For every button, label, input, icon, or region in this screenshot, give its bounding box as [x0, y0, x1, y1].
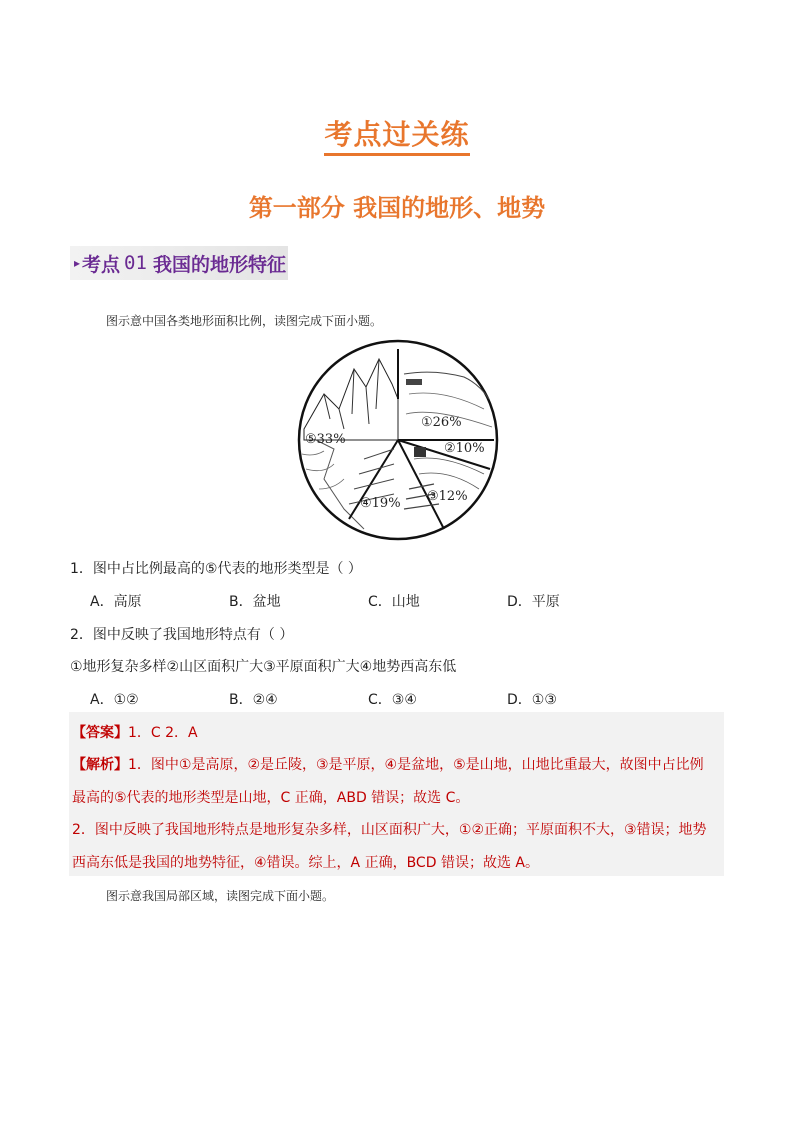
question-2-statements: ①地形复杂多样②山区面积广大③平原面积广大④地势西高东低 — [70, 659, 457, 675]
option-c: C．山地 — [368, 594, 420, 610]
analysis-line-1: 【解析】1．图中①是高原，②是丘陵，③是平原，④是盆地，⑤是山地，山地比重最大，故图中占比例 — [72, 757, 704, 773]
question-2-options — [90, 689, 646, 709]
analysis-line-3: 2．图中反映了我国地形特点是地形复杂多样，山区面积广大，①②正确；平原面积不大，③错误；地势 — [72, 822, 707, 838]
option-a: A．高原 — [90, 594, 142, 610]
option-c: C．③④ — [368, 692, 417, 708]
analysis-line-4: 西高东低是我国的地势特征，④错误。综上，A 正确，BCD 错误；故选 A。 — [72, 855, 539, 871]
option-d: D．平原 — [507, 594, 560, 610]
terrain-pie-figure — [294, 339, 502, 542]
question-2-stem: 2．图中反映了我国地形特点有（ ） — [70, 627, 294, 643]
analysis-tag: 【解析】 — [72, 757, 128, 773]
section-marker: ▸ — [74, 256, 81, 270]
question-1-options — [90, 591, 646, 611]
section-heading — [70, 246, 288, 280]
option-b: B．盆地 — [229, 594, 281, 610]
intro-text-2: 图示意我国局部区域，读图完成下面小题。 — [106, 889, 335, 903]
pie-label-5: ⑤33% — [305, 432, 346, 447]
answer-tag: 【答案】 — [72, 725, 128, 741]
pie-label-3: ③12% — [427, 489, 468, 504]
section-prefix: 考点 — [82, 253, 121, 276]
pie-label-2: ②10% — [444, 441, 485, 456]
answer-line — [72, 722, 198, 742]
answer-text: 1．C 2．A — [128, 725, 198, 741]
option-d: D．①③ — [507, 692, 557, 708]
option-b: B．②④ — [229, 692, 278, 708]
pie-label-4: ④19% — [360, 496, 401, 511]
intro-text-1: 图示意中国各类地形面积比例，读图完成下面小题。 — [106, 314, 383, 328]
section-name: 我国的地形特征 — [152, 253, 286, 276]
analysis-line-2: 最高的⑤代表的地形类型是山地，C 正确，ABD 错误；故选 C。 — [72, 790, 470, 806]
part-heading: 第一部分 我国的地形、地势 — [248, 194, 546, 222]
section-number: 01 — [124, 252, 147, 274]
option-a: A．①② — [90, 692, 139, 708]
page-title: 考点过关练 — [0, 113, 794, 153]
pie-label-1: ①26% — [421, 415, 462, 430]
question-1-stem: 1．图中占比例最高的⑤代表的地形类型是（ ） — [70, 561, 362, 577]
